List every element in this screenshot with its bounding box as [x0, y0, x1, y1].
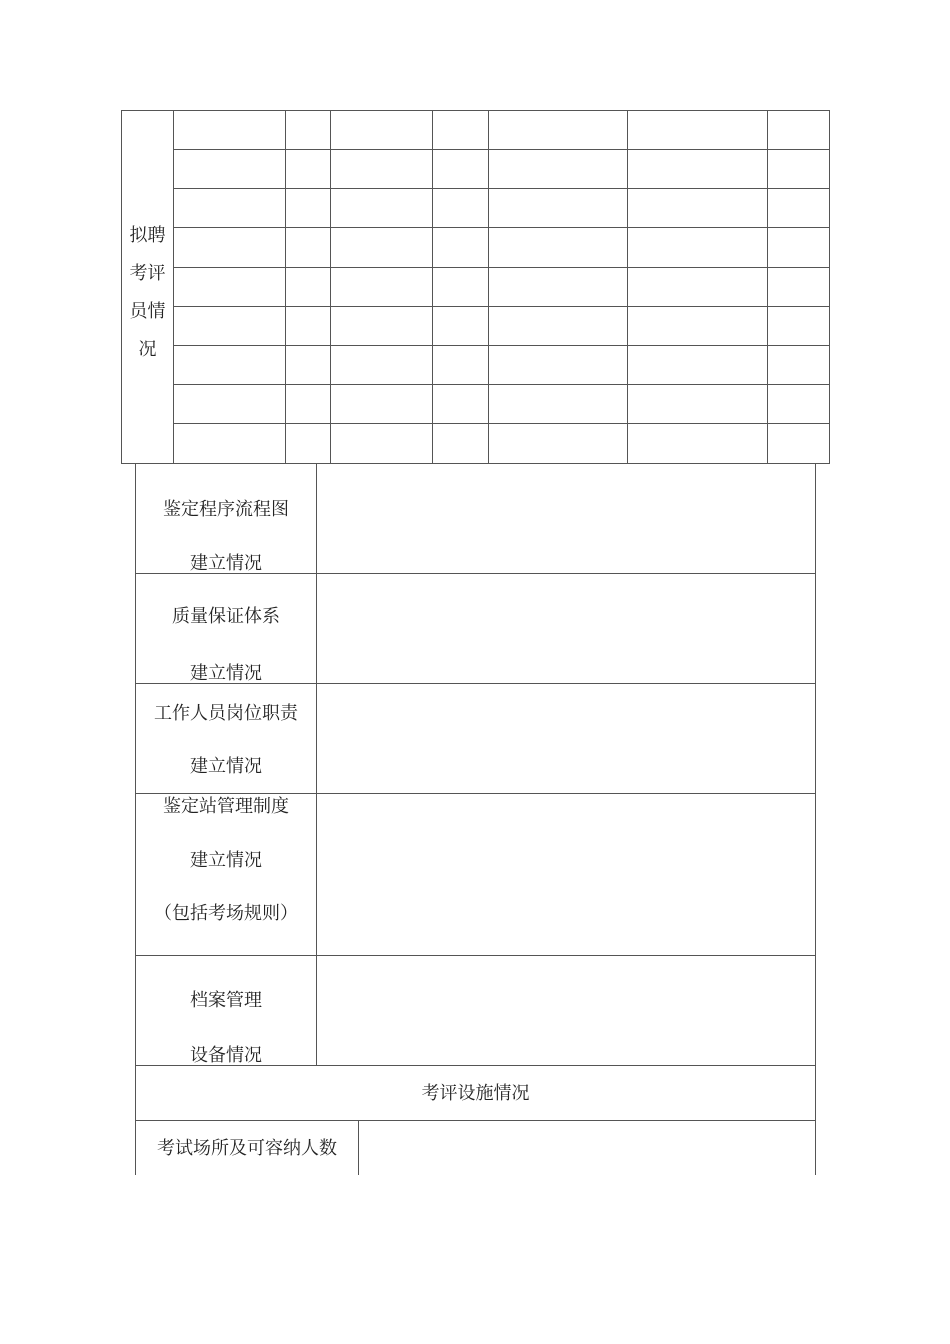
- examiner-table-col-line: [627, 110, 628, 464]
- info-row-value: [317, 684, 815, 793]
- examiner-table-row-line: [173, 423, 830, 424]
- info-row-label: 工作人员岗位职责: [154, 703, 298, 724]
- examiner-table-col-line: [330, 110, 331, 464]
- examiner-table-row-line: [173, 227, 830, 228]
- info-row-label: 建立情况: [190, 756, 262, 777]
- info-row-label: 鉴定程序流程图: [163, 499, 289, 520]
- info-row-value: [317, 464, 815, 573]
- side-label-line: 况: [138, 339, 157, 360]
- examiner-table-col-line: [173, 110, 174, 464]
- facility-section-header: 考评设施情况: [421, 1083, 530, 1104]
- info-row-label: 档案管理: [190, 990, 262, 1011]
- info-row-label: 鉴定站管理制度: [163, 796, 289, 817]
- info-table-right-border: [815, 463, 816, 1175]
- examiner-table-row-line: [173, 188, 830, 189]
- examiner-table-right-border: [829, 110, 830, 464]
- side-label-line: 员情: [129, 301, 166, 322]
- info-row-label: 建立情况: [190, 553, 262, 574]
- examiner-table-col-line: [488, 110, 489, 464]
- info-row-value: [317, 794, 815, 955]
- examiner-table-top-border: [121, 110, 830, 111]
- info-row-label: 质量保证体系: [172, 606, 280, 627]
- info-row-value: [317, 574, 815, 683]
- info-row-value: [317, 956, 815, 1065]
- examiner-table-col-line: [432, 110, 433, 464]
- info-row-label: 设备情况: [190, 1045, 262, 1066]
- examiner-table-row-line: [173, 267, 830, 268]
- examiner-table-row-line: [173, 149, 830, 150]
- examiner-table-col-line: [767, 110, 768, 464]
- examiner-table-row-line: [173, 345, 830, 346]
- info-row-label: 建立情况: [190, 663, 262, 684]
- info-row-label: （包括考场规则）: [154, 903, 298, 924]
- examiner-table-left-border: [121, 110, 122, 464]
- facility-row-value: [359, 1121, 815, 1175]
- side-label-line: 拟聘: [129, 225, 166, 246]
- examiner-table-row-line: [173, 306, 830, 307]
- side-label-line: 考评: [129, 263, 166, 284]
- facility-row-label: 考试场所及可容纳人数: [157, 1138, 337, 1159]
- info-row-label: 建立情况: [190, 850, 262, 871]
- examiner-table-col-line: [285, 110, 286, 464]
- examiner-table-row-line: [173, 384, 830, 385]
